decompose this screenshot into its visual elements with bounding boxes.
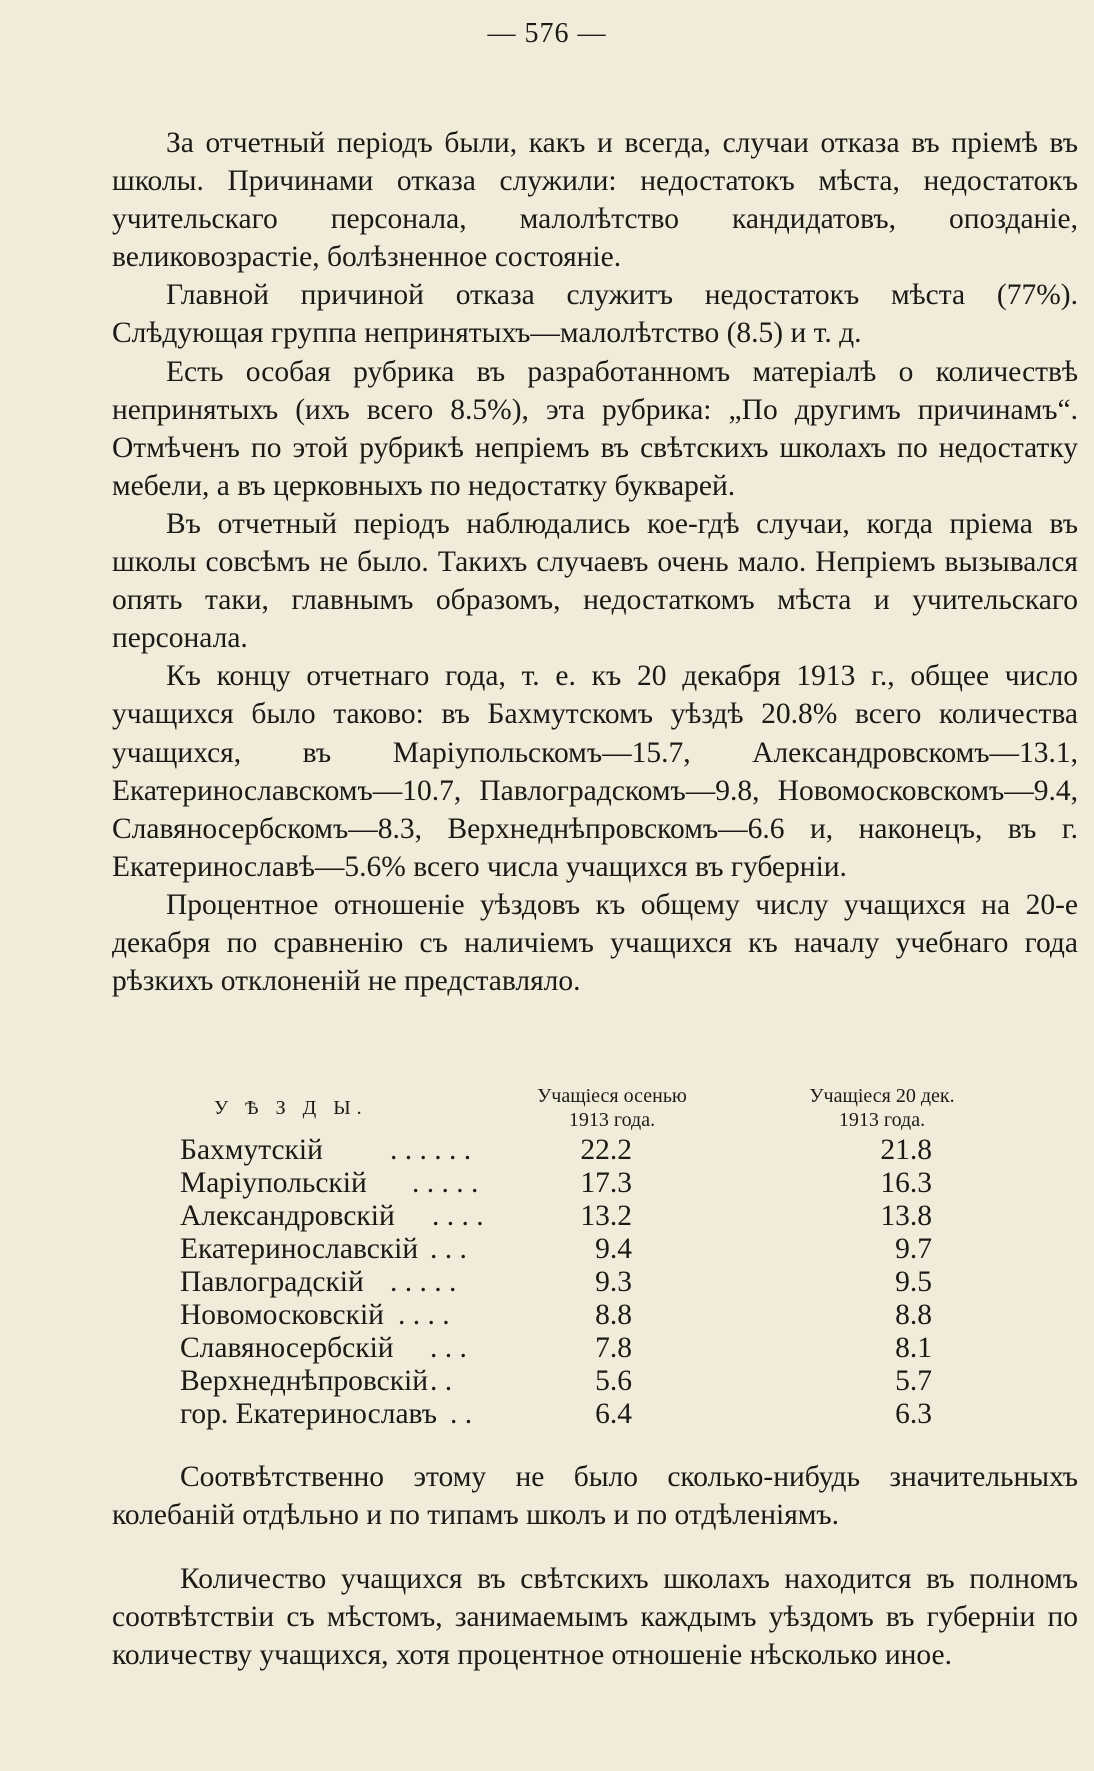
december-value: 16.3	[880, 1167, 932, 1199]
header-districts: У Ѣ З Д Ы.	[214, 1097, 368, 1119]
leader-dots: . . .	[430, 1332, 467, 1364]
header-december-line2: 1913 года.	[838, 1109, 926, 1131]
district-name: Верхнеднѣпровскій	[180, 1365, 429, 1397]
leader-dots: . . .	[430, 1233, 467, 1265]
district-name: Новомосковскій	[180, 1299, 384, 1331]
leader-dots: . . . .	[432, 1200, 484, 1232]
district-name: Славяносербскій	[180, 1332, 394, 1364]
district-name: гор. Екатеринославъ	[180, 1398, 438, 1430]
header-autumn-line2: 1913 года.	[568, 1109, 656, 1131]
autumn-value: 17.3	[580, 1167, 632, 1199]
paragraph: Количество учащихся въ свѣтскихъ школахъ находится въ полномъ соотвѣтствіи съ мѣстомъ, занимаемымъ каждымъ уѣздомъ въ губерніи по количеству учащихся, хотя процентное отношеніе нѣсколько иное.	[112, 1563, 1078, 1672]
table-row	[112, 1233, 1078, 1266]
december-value: 9.7	[895, 1233, 932, 1265]
header-december-line1: Учащіеся 20 дек.	[809, 1085, 955, 1107]
page-number: — 576 —	[487, 18, 607, 49]
leader-dots: . . . . . .	[390, 1134, 472, 1166]
table-row	[112, 1398, 1078, 1431]
table-row	[112, 1200, 1078, 1233]
paragraph: Въ отчетный періодъ наблюдались кое-гдѣ случаи, когда пріема въ школы совсѣмъ не было. Такихъ случаевъ очень мало. Непріемъ вызывался опять таки, главнымъ образомъ, недостаткомъ мѣста и учительскаго персонала.	[112, 507, 1078, 655]
table-row	[112, 1332, 1078, 1365]
district-name: Бахмутскій	[180, 1134, 323, 1166]
autumn-value: 9.4	[595, 1233, 632, 1265]
autumn-value: 22.2	[580, 1134, 632, 1166]
table-header	[112, 1078, 1078, 1134]
header-autumn	[512, 1084, 712, 1132]
paragraph: Процентное отношеніе уѣздовъ къ общему числу учащихся на 20-е декабря по сравненію съ наличіемъ учащихся къ началу учебнаго года рѣзкихъ отклоненій не представляло.	[112, 888, 1078, 998]
autumn-value: 6.4	[595, 1398, 632, 1430]
leader-dots: . .	[430, 1365, 453, 1397]
district-name: Екатеринославскій	[180, 1233, 419, 1265]
table-row	[112, 1266, 1078, 1299]
table-body	[112, 1134, 1078, 1431]
paragraph: За отчетный періодъ были, какъ и всегда, случаи отказа въ пріемѣ въ школы. Причинами отказа служили: недостатокъ мѣста, недостатокъ учительскаго персонала, малолѣтство кандидатовъ, опозданіе, великовозрастіе, болѣзненное состояніе.	[112, 127, 1078, 274]
district-name: Маріупольскій	[180, 1167, 367, 1199]
paragraph: Соотвѣтственно этому не было сколько-нибудь значительныхъ колебаній отдѣльно и по типамъ школъ и по отдѣленіямъ.	[112, 1461, 1078, 1532]
table-row	[112, 1134, 1078, 1167]
leader-dots: . .	[450, 1398, 473, 1430]
table-row	[112, 1167, 1078, 1200]
closing-text	[112, 1458, 1078, 1674]
district-name: Александровскій	[180, 1200, 395, 1232]
autumn-value: 8.8	[595, 1299, 632, 1331]
district-name: Павлоградскій	[180, 1266, 364, 1298]
december-value: 13.8	[880, 1200, 932, 1232]
leader-dots: . . . .	[398, 1299, 450, 1331]
december-value: 9.5	[895, 1266, 932, 1298]
table-row	[112, 1299, 1078, 1332]
autumn-value: 13.2	[580, 1200, 632, 1232]
district-table	[112, 1078, 1078, 1431]
december-value: 8.8	[895, 1299, 932, 1331]
paragraph: Главной причиной отказа служитъ недостатокъ мѣста (77%). Слѣдующая группа непринятыхъ—малолѣтство (8.5) и т. д.	[112, 279, 1078, 350]
autumn-value: 5.6	[595, 1365, 632, 1397]
table-row	[112, 1365, 1078, 1398]
paragraph: Есть особая рубрика въ разработанномъ матеріалѣ о количествѣ непринятыхъ (ихъ всего 8.5%), эта рубрика: „По другимъ причинамъ“. Отмѣченъ по этой рубрикѣ непріемъ въ свѣтскихъ школахъ по недостатку мебели, а въ церковныхъ по недостатку букварей.	[112, 355, 1078, 502]
autumn-value: 7.8	[595, 1332, 632, 1364]
paragraph: Къ концу отчетнаго года, т. е. къ 20 декабря 1913 г., общее число учащихся было таково: въ Бахмутскомъ уѣздѣ 20.8% всего количества учащихся, въ Маріупольскомъ—15.7, Александровскомъ—13.1, Екатеринославскомъ—10.7, Павлоградскомъ—9.8, Новомосковскомъ—9.4, Славяносербскомъ—8.3, Верхнеднѣпровскомъ—6.6 и, наконецъ, въ г. Екатеринославѣ—5.6% всего числа учащихся въ губерніи.	[112, 660, 1078, 883]
leader-dots: . . . . .	[390, 1266, 457, 1298]
december-value: 5.7	[895, 1365, 932, 1397]
header-autumn-line1: Учащіеся осенью	[537, 1085, 687, 1107]
december-value: 6.3	[895, 1398, 932, 1430]
december-value: 8.1	[895, 1332, 932, 1364]
autumn-value: 9.3	[595, 1266, 632, 1298]
body-text	[112, 124, 1078, 1000]
header-december	[777, 1084, 987, 1132]
december-value: 21.8	[880, 1134, 932, 1166]
leader-dots: . . . . .	[412, 1167, 479, 1199]
